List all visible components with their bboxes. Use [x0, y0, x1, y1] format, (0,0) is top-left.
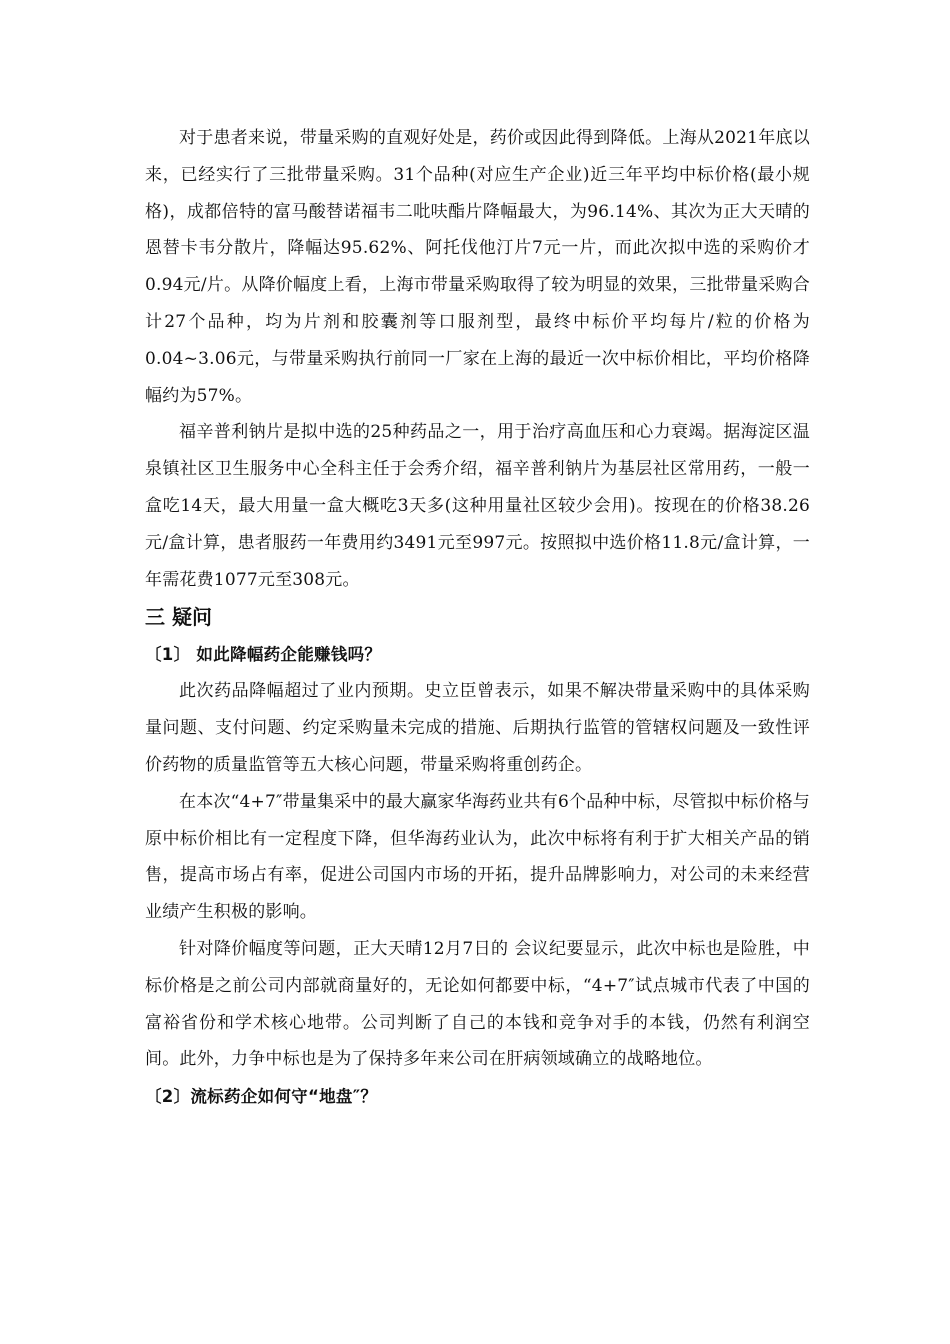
paragraph-huahai: 在本次“4+7″带量集采中的最大赢家华海药业共有6个品种中标，尽管拟中标价格与原中标价相比有一定程度下降，但华海药业认为，此次中标将有利于扩大相关产品的销售，提高市场占有率，促进公司国内市场的开拓，提升品牌影响力，对公司的未来经营业绩产生积极的影响。	[145, 791, 810, 923]
paragraph-fosinopril: 福辛普利钠片是拟中选的25种药品之一，用于治疗高血压和心力衰竭。据海淀区温泉镇社区卫生服务中心全科主任于会秀介绍，福辛普利钠片为基层社区常用药，一般一盒吃14天，最大用量一盒大概吃3天多(这种用量社区较少会用)。按现在的价格38.26元/盒计算，患者服药一年费用约3491元至997元。按照拟中选价格11.8元/盒计算，一年需花费1077元至308元。	[145, 422, 810, 590]
paragraph-industry-expectation: 此次药品降幅超过了业内预期。史立臣曾表示，如果不解决带量采购中的具体采购量问题、支付问题、约定采购量未完成的措施、后期执行监管的管辖权问题及一致性评价药物的质量监管等五大核心问题，带量采购将重创药企。	[145, 681, 810, 775]
paragraph-price-reduction: 对于患者来说，带量采购的直观好处是，药价或因此得到降低。上海从2021年底以来，已经实行了三批带量采购。31个品种(对应生产企业)近三年平均中标价格(最小规格)，成都倍特的富马酸替诺福韦二吡呋酯片降幅最大，为96.14%、其次为正大天晴的恩替卡韦分散片，降幅达95.62%、阿托伐他汀片7元一片，而此次拟中选的采购价才0.94元/片。从降价幅度上看，上海市带量采购取得了较为明显的效果，三批带量采购合计27个品种，均为片剂和胶囊剂等口服剂型，最终中标价平均每片/粒的价格为0.04~3.06元，与带量采购执行前同一厂家在上海的最近一次中标价相比，平均价格降幅约为57%。	[145, 128, 810, 406]
subheading-profit-question: 〔1〕 如此降幅药企能赚钱吗？	[145, 645, 382, 665]
subheading-failed-bidders: 〔2〕流标药企如何守“地盘″？	[145, 1087, 378, 1107]
section-title: 三 疑问	[145, 605, 212, 630]
document-page	[145, 120, 810, 1115]
paragraph-chiatai-tianqing: 针对降价幅度等问题，正大天晴12月7日的 会议纪要显示，此次中标也是险胜，中标价格是之前公司内部就商量好的，无论如何都要中标，“4+7″试点城市代表了中国的富裕省份和学术核心地带。公司判断了自己的本钱和竞争对手的本钱，仍然有利润空间。此外，力争中标也是为了保持多年来公司在肝病领域确立的战略地位。	[145, 938, 810, 1070]
